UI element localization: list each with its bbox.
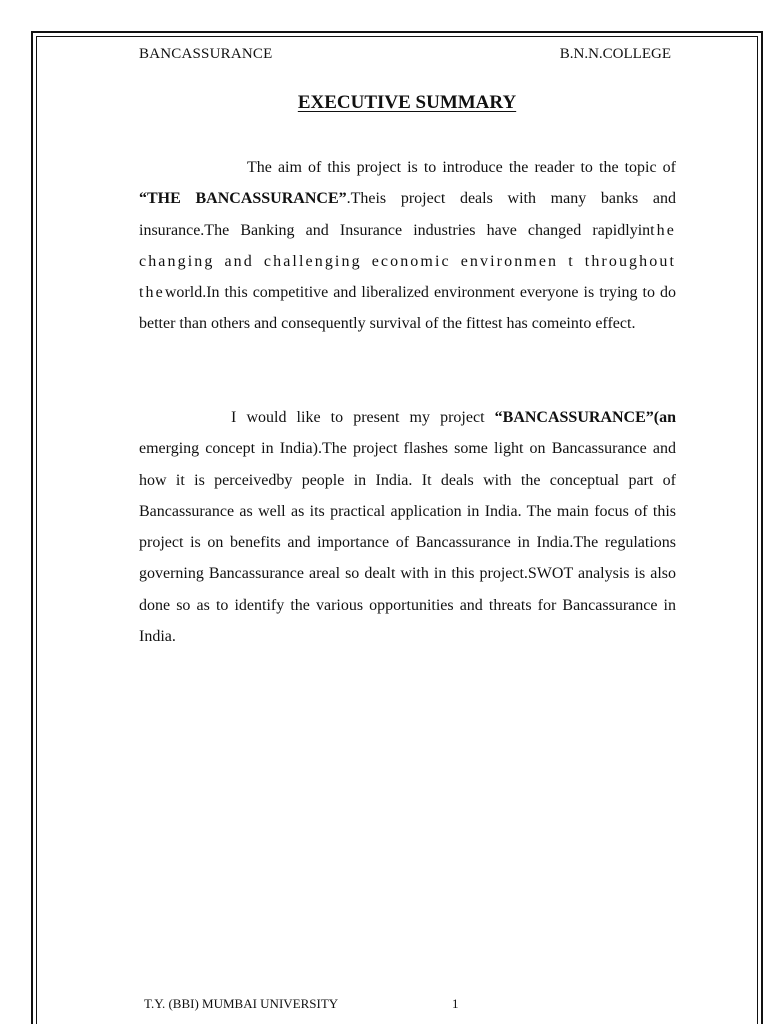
paragraph-1-spaced: the changing and challenging economic environmen t throughout the [139,221,676,302]
paragraph-1-text-c: world.In this competitive and liberalized environment everyone is trying to do better than others and consequently survival of the fittest has comeinto effect. [139,284,676,333]
paragraph-2-text-b: emerging concept in India).The project flashes some light on Bancassurance and how it is perceivedby people in India. It deals with the conceptual part of Bancassurance as well as its practical application in India. The main focus of this project is on benefits and importance of Bancassurance in India.The regulations governing Bancassurance areal so dealt with in this project.SWOT analysis is also done so as to identify the various opportunities and threats for Bancassurance in India. [139,440,676,646]
header-right: B.N.N.COLLEGE [559,46,671,62]
footer-left: T.Y. (BBI) MUMBAI UNIVERSITY [144,996,339,1011]
paragraph-2 [139,402,676,652]
paragraph-2-text-a: I would like to present my project [231,409,495,426]
paragraph-1-text-a: The aim of this project is to introduce the reader to the topic of [247,159,676,176]
paragraph-2-bold: “BANCASSURANCE”(an [494,409,676,426]
paragraph-1 [139,152,676,340]
paragraph-1-bold: “THE BANCASSURANCE” [139,190,347,208]
header-left: BANCASSURANCE [139,46,273,62]
page-number: 1 [452,996,459,1011]
page-title: EXECUTIVE SUMMARY [297,92,517,113]
paragraph-1-text-b: .Theis project deals with many banks and insurance.The Banking and Insurance industries have changed rapidlyin [139,190,676,239]
